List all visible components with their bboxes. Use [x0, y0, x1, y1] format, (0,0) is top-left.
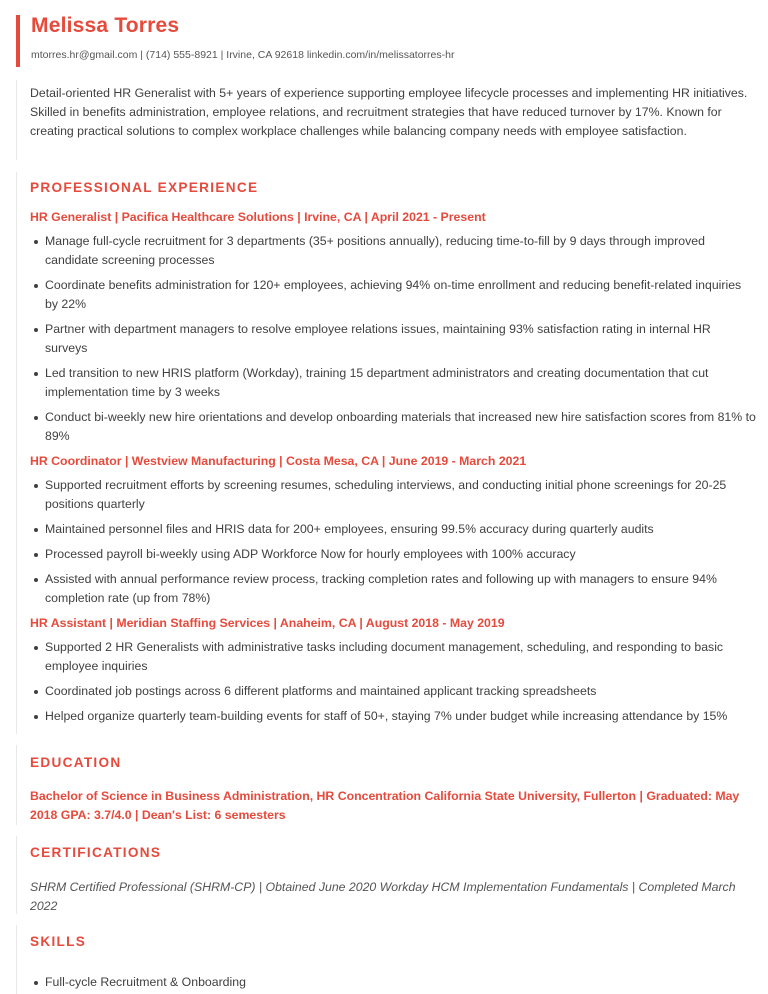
certifications-section [16, 836, 756, 914]
education-title: EDUCATION [30, 755, 122, 770]
summary-text: Detail-oriented HR Generalist with 5+ years of experience supporting employee lifecycle processes and implementing HR initiatives. Skilled in benefits administration, employee relations, and recruitment strategies that have reduced turnover by 17%. Known for creating practical solutions to complex workplace challenges while balancing company needs with employee satisfaction. [30, 86, 748, 138]
list-item: Processed payroll bi-weekly using ADP Workforce Now for hourly employees with 100% accuracy [30, 545, 756, 564]
candidate-name: Melissa Torres [31, 14, 180, 37]
list-item: Helped organize quarterly team-building events for staff of 50+, staying 7% under budget while increasing attendance by 15% [30, 707, 756, 726]
summary-section [16, 80, 756, 160]
education-section [16, 745, 756, 825]
job-heading: HR Assistant | Meridian Staffing Services | Anaheim, CA | August 2018 - May 2019 [30, 616, 505, 630]
list-item: Conduct bi-weekly new hire orientations and develop onboarding materials that increased new hire satisfaction scores from 81% to 89% [30, 408, 756, 446]
resume-header [16, 15, 736, 67]
list-item: Supported 2 HR Generalists with administrative tasks including document management, scheduling, and responding to basic employee inquiries [30, 638, 756, 676]
skills-title: SKILLS [30, 934, 87, 949]
list-item: Supported recruitment efforts by screening resumes, scheduling interviews, and conducting initial phone screenings for 20-25 positions quarterly [30, 476, 756, 514]
skills-list [30, 973, 756, 992]
certifications-title: CERTIFICATIONS [30, 845, 162, 860]
job-bullets [30, 638, 756, 726]
education-details: Bachelor of Science in Business Administration, HR Concentration California State University, Fullerton | Graduated: May 2018 GPA: 3.7/4.0 | Dean's List: 6 semesters [30, 789, 740, 822]
certifications-details: SHRM Certified Professional (SHRM-CP) | Obtained June 2020 Workday HCM Implementation Fundamentals | Completed March 2022 [30, 880, 736, 913]
experience-title: PROFESSIONAL EXPERIENCE [30, 180, 259, 195]
list-item: Manage full-cycle recruitment for 3 departments (35+ positions annually), reducing time-to-fill by 9 days through improved candidate screening processes [30, 232, 756, 270]
job-bullets [30, 476, 756, 608]
list-item: Partner with department managers to resolve employee relations issues, maintaining 93% satisfaction rating in internal HR surveys [30, 320, 756, 358]
job-heading: HR Generalist | Pacifica Healthcare Solutions | Irvine, CA | April 2021 - Present [30, 210, 486, 224]
list-item: Led transition to new HRIS platform (Workday), training 15 department administrators and creating documentation that cut implementation time by 3 weeks [30, 364, 756, 402]
skills-section [16, 925, 756, 994]
list-item: Assisted with annual performance review process, tracking completion rates and following up with managers to ensure 94% completion rate (up from 78%) [30, 570, 756, 608]
list-item: Coordinated job postings across 6 different platforms and maintained applicant tracking spreadsheets [30, 682, 756, 701]
job-bullets [30, 232, 756, 446]
job-heading: HR Coordinator | Westview Manufacturing | Costa Mesa, CA | June 2019 - March 2021 [30, 454, 527, 468]
list-item: Coordinate benefits administration for 120+ employees, achieving 94% on-time enrollment and reducing benefit-related inquiries by 22% [30, 276, 756, 314]
experience-section [16, 172, 756, 734]
list-item: Maintained personnel files and HRIS data for 200+ employees, ensuring 99.5% accuracy during quarterly audits [30, 520, 756, 539]
contact-info: mtorres.hr@gmail.com | (714) 555-8921 | Irvine, CA 92618 linkedin.com/in/melissatorres-hr [31, 49, 455, 61]
list-item: Full-cycle Recruitment & Onboarding [30, 973, 756, 992]
